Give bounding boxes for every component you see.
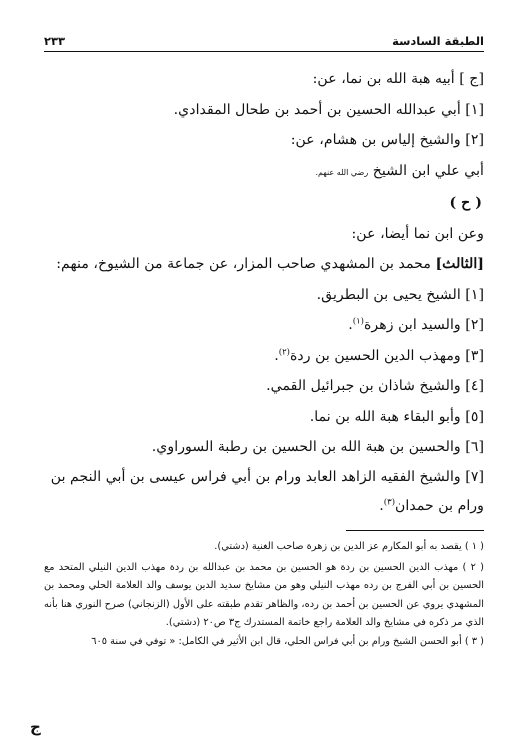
honorific-small-text: رضي الله عنهم. [315, 167, 369, 177]
footnote-2: ( ٢ ) مهذب الدين الحسين بن ردة هو الحسين بن محمد بن عبدالله بن ردة مهذب الدين النيلي المتحد مع الحسين بن أبي الفرج بن رده مهذب النيلي وهو من مشايخ سديد الدين يوسف والد العلامة الحلي ومحمد بن المشهدي يروي عن الحسين بن أحمد بن رده، والظاهر تقدم طبقته على الأول (الزنجاني) صرح النوري هنا بأنه الذي مر ذكره في مشايخ والد العلامة راجع خاتمة المستدرك ج٣ ص٢٠ (دشتي). [44, 561, 485, 629]
text-line: [١] الشيخ يحيى بن البطريق. [316, 286, 484, 303]
text-line: [٦] والحسين بن هبة الله بن الحسين بن رطبة السوراوي. [151, 439, 484, 455]
text-line: [٢] والشيخ إلياس بن هشام، عن: [290, 132, 484, 148]
footnote-ref: (٢) [278, 346, 290, 357]
header-title: الطبقة السادسة [392, 34, 484, 48]
footnotes [44, 538, 484, 652]
text-end: . [379, 497, 384, 514]
text-main: أبي علي ابن الشيخ [372, 162, 484, 179]
section-heading: [الثالث] [435, 256, 484, 272]
text-line: وعن ابن نما أيضا، عن: [351, 225, 484, 242]
footnote-ref: (١) [352, 316, 364, 327]
text-line [44, 310, 484, 341]
text-main: [٧] والشيخ الفقيه الزاهد العابد ورام بن أبي فراس عيسى بن أبي النجم بن ورام بن حمدان [50, 468, 484, 514]
footnote-1: ( ١ ) يقصد به أبو المكارم عز الدين بن زهرة صاحب الغنية (دشتي). [214, 541, 484, 552]
text-end: . [348, 317, 353, 333]
main-text [44, 64, 484, 521]
text-line: [٤] والشيخ شاذان بن جبرائيل القمي. [266, 378, 484, 394]
footnote-ref: (٣) [383, 496, 396, 507]
text-line [44, 156, 484, 189]
footnote-divider [346, 530, 484, 531]
text-end: . [274, 347, 279, 364]
text-main: [٣] ومهذب الدين الحسين بن ردة [289, 347, 484, 364]
text-main: [٢] والسيد ابن زهرة [363, 317, 484, 333]
text-line [44, 341, 484, 372]
text-paragraph [44, 463, 484, 521]
text-line [44, 249, 484, 280]
text-line: [٥] وأبو البقاء هبة الله بن نما. [309, 408, 484, 425]
page-header [44, 26, 484, 52]
page-number: ٢٣٣ [44, 34, 66, 48]
footnote-3: ( ٣ ) أبو الحسن الشيخ ورام بن أبي فراس الحلي، قال ابن الأثير في الكامل: « توفي في سنة ٦٠٥ [91, 635, 484, 647]
text-line: [ج ] أبيه هبة الله بن نما، عن: [312, 71, 484, 87]
section-marker: ( ح ) [449, 195, 482, 211]
page-signature-mark: ج [30, 718, 41, 736]
text-line: [١] أبي عبدالله الحسين بن أحمد بن طحال المقدادي. [173, 101, 484, 118]
text-main: محمد بن المشهدي صاحب المزار، عن جماعة من الشيوخ، منهم: [56, 256, 431, 272]
